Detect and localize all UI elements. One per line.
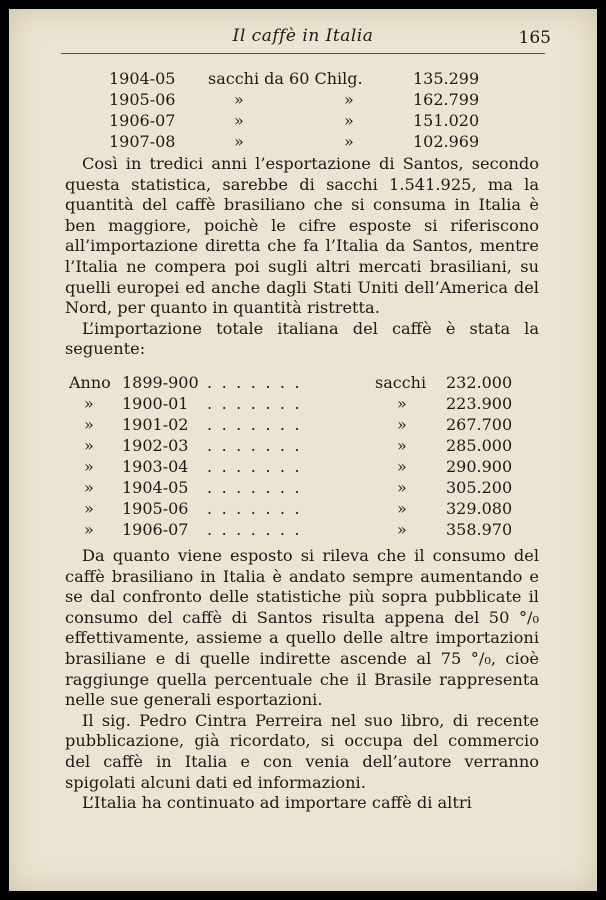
- ditto-mark: »: [84, 499, 94, 518]
- ditto-mark: »: [344, 90, 354, 109]
- export-unit: sacchi da 60 Chilg.: [208, 69, 363, 88]
- export-year: 1905-06: [109, 90, 176, 109]
- table-row: [9, 415, 597, 436]
- import-year: 1899-900: [122, 373, 199, 392]
- export-value: 162.799: [413, 90, 480, 109]
- ditto-mark: »: [397, 394, 407, 413]
- ditto-mark: »: [397, 436, 407, 455]
- paragraph: Così in tredici anni l’esportazione di Santos, secondo questa statistica, sarebbe di sacchi 1.541.925, ma la quantità del caffè brasiliano che si consuma in Italia è ben maggiore, poichè le cifre esposte si riferiscono all’importazione diretta che fa l’Italia da Santos, mentre l’Italia ne compera poi sugli altri mercati brasiliani, su quelli europei ed anche dagli Stati Uniti dell’America del Nord, per quanto in quantità ristretta.: [65, 154, 539, 318]
- table-row: [9, 499, 597, 520]
- leader-dots: .......: [207, 478, 310, 497]
- text-block-2: [65, 546, 539, 814]
- text-block-1: [65, 154, 539, 360]
- ditto-mark: »: [397, 457, 407, 476]
- ditto-mark: »: [234, 111, 244, 130]
- export-year: 1904-05: [109, 69, 176, 88]
- import-year: 1900-01: [122, 394, 189, 413]
- ditto-mark: »: [84, 520, 94, 539]
- paragraph: L’Italia ha continuato ad importare caffè di altri: [82, 793, 472, 813]
- table-row: [9, 394, 597, 415]
- leader-dots: .......: [207, 520, 310, 539]
- import-value: 232.000: [446, 373, 513, 392]
- import-value: 305.200: [446, 478, 513, 497]
- leader-dots: .......: [207, 457, 310, 476]
- import-value: 267.700: [446, 415, 513, 434]
- import-year: 1904-05: [122, 478, 189, 497]
- import-year: 1906-07: [122, 520, 189, 539]
- book-page: [9, 9, 597, 891]
- leader-dots: .......: [207, 436, 310, 455]
- import-value: 223.900: [446, 394, 513, 413]
- paragraph: Da quanto viene esposto si rileva che il consumo del caffè brasiliano in Italia è andato sempre aumentando e se dal confronto delle statistiche più sopra pubblicate il consumo del caffè di Santos risulta appena del 50 °/₀ effettivamente, assieme a quello delle altre importazioni brasiliane e di quelle indirette ascende al 75 °/₀, cioè raggiunge quella percentuale che il Brasile rappresenta nelle sue generali esportazioni.: [65, 546, 539, 710]
- ditto-mark: »: [397, 478, 407, 497]
- import-value: 329.080: [446, 499, 513, 518]
- leader-dots: .......: [207, 394, 310, 413]
- ditto-mark: »: [84, 394, 94, 413]
- table-row: [9, 457, 597, 478]
- paragraph: L’importazione totale italiana del caffè è stata la seguente:: [65, 318, 539, 359]
- running-title: Il caffè in Italia: [232, 26, 374, 46]
- ditto-mark: »: [397, 520, 407, 539]
- leader-dots: .......: [207, 415, 310, 434]
- table-row: [9, 90, 597, 111]
- export-value: 102.969: [413, 132, 480, 151]
- export-year: 1906-07: [109, 111, 176, 130]
- import-unit: sacchi: [375, 373, 427, 392]
- table-row: [9, 436, 597, 457]
- import-value: 285.000: [446, 436, 513, 455]
- ditto-mark: »: [84, 415, 94, 434]
- ditto-mark: »: [397, 499, 407, 518]
- ditto-mark: »: [84, 478, 94, 497]
- import-value: 290.900: [446, 457, 513, 476]
- ditto-mark: »: [84, 436, 94, 455]
- export-value: 151.020: [413, 111, 480, 130]
- table-row: [9, 373, 597, 394]
- import-year: 1903-04: [122, 457, 189, 476]
- import-year: 1902-03: [122, 436, 189, 455]
- anno-label: Anno: [69, 373, 111, 392]
- ditto-mark: »: [234, 132, 244, 151]
- ditto-mark: »: [84, 457, 94, 476]
- ditto-mark: »: [344, 111, 354, 130]
- import-year: 1905-06: [122, 499, 189, 518]
- table-row: [9, 69, 597, 90]
- page-number: 165: [518, 28, 551, 48]
- ditto-mark: »: [234, 90, 244, 109]
- table-row: [9, 111, 597, 132]
- table-row: [9, 520, 597, 541]
- import-year: 1901-02: [122, 415, 189, 434]
- export-year: 1907-08: [109, 132, 176, 151]
- table-row: [9, 132, 597, 153]
- import-value: 358.970: [446, 520, 513, 539]
- leader-dots: .......: [207, 373, 310, 392]
- ditto-mark: »: [397, 415, 407, 434]
- paragraph: Il sig. Pedro Cintra Perreira nel suo libro, di recente pubblicazione, già ricordato, si occupa del commercio del caffè in Italia e con venia dell’autore verranno spigolati alcuni dati ed informazioni.: [65, 710, 539, 792]
- table-row: [9, 478, 597, 499]
- page-header: [61, 23, 551, 54]
- ditto-mark: »: [344, 132, 354, 151]
- export-value: 135.299: [413, 69, 480, 88]
- leader-dots: .......: [207, 499, 310, 518]
